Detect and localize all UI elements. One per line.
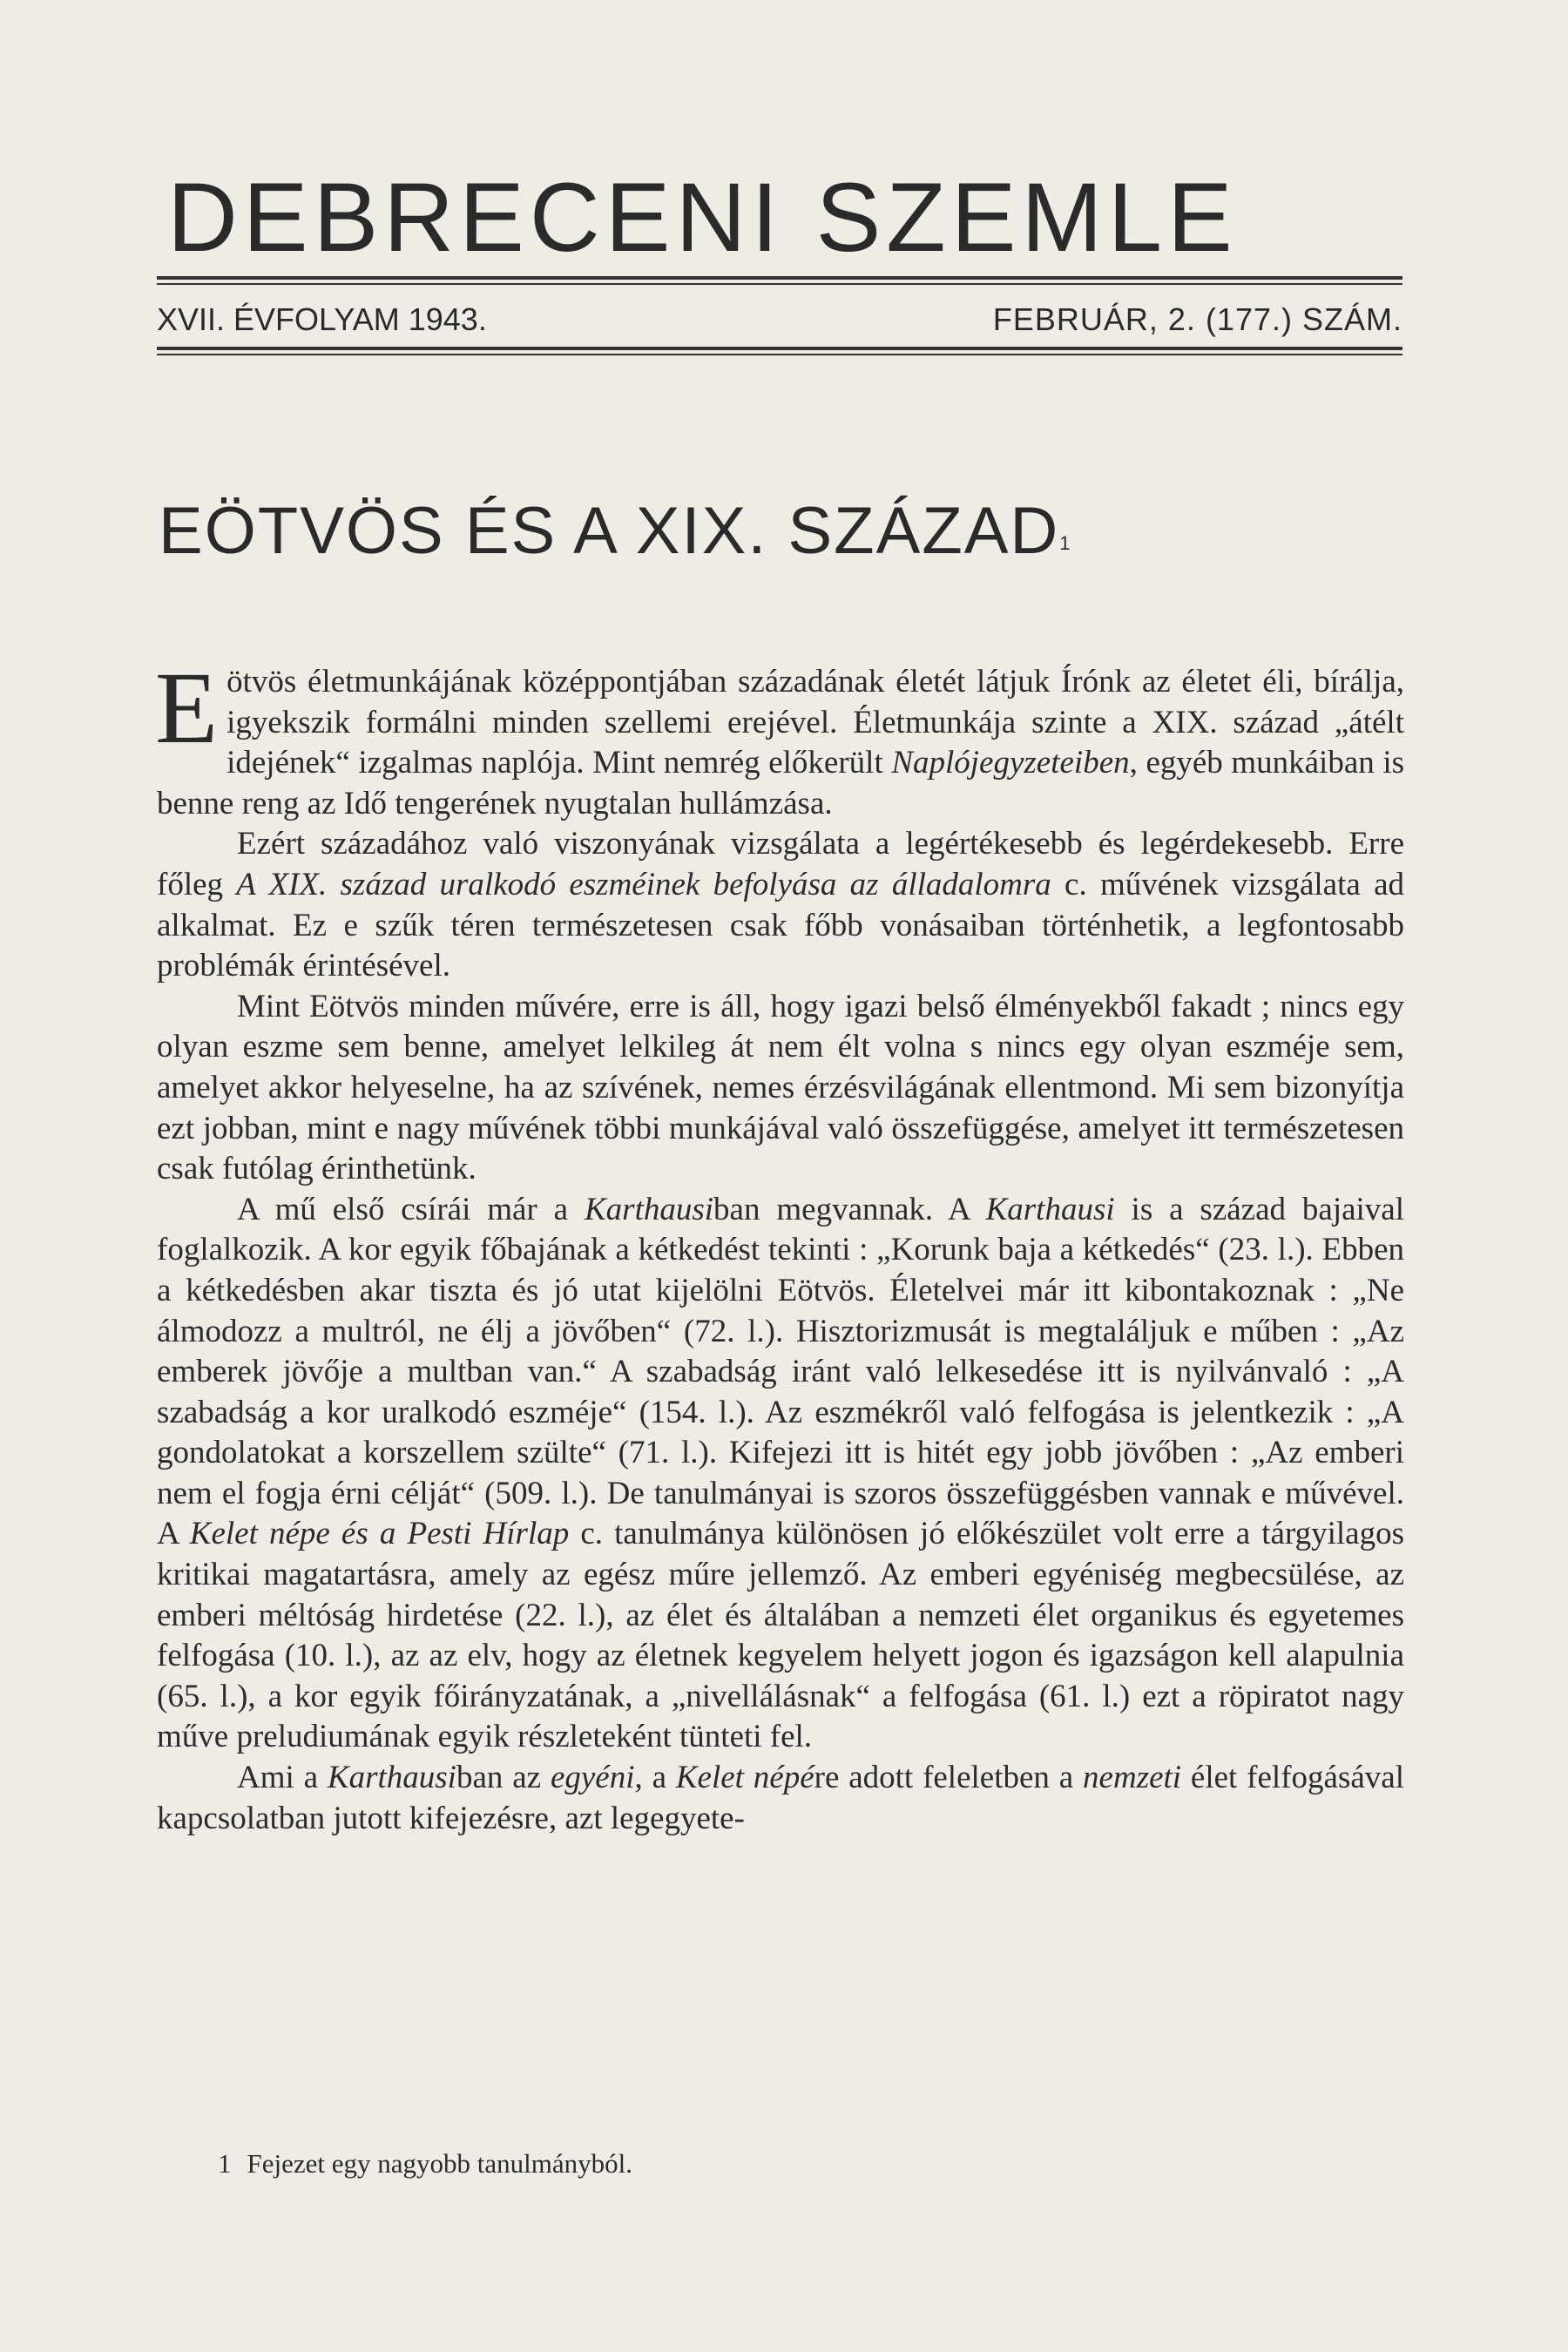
article-paragraph [157, 1190, 1404, 1758]
journal-title: DEBRECENI SZEMLE [167, 163, 1238, 272]
text-run: is a század bajaival foglalkozik. A kor egyik főbajának a kétkedést tekinti : „Korunk baja a kétkedés“ (23. l.). Ebben a kétkedésben akar tiszta és jó utat kijelölni Eötvös. Életelvei már itt kibontakoznak : „Ne álmodozz a multról, ne élj a jövőben“ (72. l.). Hisztorizmusát is megtaláljuk e műben : „Az emberek jövője a multban van.“ A szabadság iránt való lelkesedése itt is nyilvánvaló : „A szabadság a kor uralkodó eszméje“ (154. l.). Az eszmékről való felfogása is jelentkezik : „A gondolatokat a korszellem szülte“ (71. l.). Kifejezi itt is hitét egy jobb jövőben : „Az emberi nem el fogja érni célját“ (509. l.). De tanulmányai is szoros összefüggésben vannak e művével. A [157, 1191, 1405, 1552]
masthead-rule-top-thin [157, 283, 1402, 285]
text-run: Ami a [237, 1760, 328, 1796]
drop-cap: E [155, 651, 219, 765]
masthead-rule-bottom-thin [157, 354, 1402, 355]
italic-title-run: Karthausi [327, 1760, 456, 1796]
issue-date-number: FEBRUÁR, 2. (177.) SZÁM. [992, 301, 1402, 337]
article-title [159, 488, 1072, 575]
text-run: ötvös életmunkájának középpontjában századának életét látjuk Írónk az életet éli, bírálja, igyekszik formálni minden szellemi erejével. Életmunkája szinte a XIX. század „átélt idejének“ izgalmas naplója. Mint nemrég előkerült [226, 664, 1404, 781]
text-run: Ezért századához való viszonyának vizsgálata a legértékesebb és legérdekesebb. Erre főleg [157, 826, 1404, 902]
footnote-text: Fejezet egy nagyobb tanulmányból. [247, 2148, 632, 2179]
text-run: , a [634, 1760, 676, 1796]
text-run: c. művének vizsgálata ad alkalmat. Ez e szűk téren természetesen csak főbb vonásaiban történhetik, a legfontosabb problémák érintésével. [157, 866, 1404, 984]
footnote [218, 2145, 632, 2183]
text-run: A mű első csírái már a [237, 1191, 585, 1227]
italic-title-run: Kelet népé [675, 1760, 814, 1796]
footnote-mark: 1 [218, 2148, 232, 2179]
volume-year: XVII. ÉVFOLYAM 1943. [157, 301, 487, 337]
title-footnote-mark: 1 [1059, 532, 1072, 554]
italic-title-run: Naplójegyzeteiben [891, 745, 1130, 781]
masthead-rule-top [157, 276, 1402, 280]
article-title-text: EÖTVÖS ÉS A XIX. SZÁZAD [159, 494, 1060, 568]
italic-title-run: Karthausi [585, 1191, 714, 1227]
text-run: élet felfogásával kapcsolatban jutott kifejezésre, azt legegyete- [157, 1760, 1404, 1836]
italic-title-run: egyéni [550, 1760, 635, 1796]
italic-title-run: Kelet népe és a Pesti Hírlap [189, 1516, 570, 1552]
article-paragraph [155, 651, 1404, 824]
text-run: re adott feleletben a [814, 1760, 1084, 1796]
text-run: c. tanulmánya különösen jó előkészület volt erre a tárgyilagos kritikai magatartásra, amely az egész műre jellemző. Az emberi egyéniség megbecsülése, az emberi méltóság hirdetése (22. l.), az élet és általában a nemzeti élet organikus és egyetemes felfogása (10. l.), az az elv, hogy az életnek kegyelem helyett jogon és igazságon kell alapulnia (65. l.), a kor egyik főirányzatának, a „nivellálásnak“ a felfogása (61. l.) ezt a röpiratot nagy műve preludiumának egyik részleteként tünteti fel. [157, 1516, 1404, 1755]
issue-line [157, 298, 1402, 341]
text-run: , egyéb munkáiban is benne reng az Idő tengerének nyugtalan hullámzása. [157, 745, 1404, 821]
article-paragraph [157, 824, 1404, 986]
article-paragraph [157, 987, 1404, 1190]
text-run: ban az [456, 1760, 551, 1796]
article-paragraph [157, 1758, 1404, 1839]
text-run: Mint Eötvös minden művére, erre is áll, hogy igazi belső élményekből fakadt ; nincs egy olyan eszme sem benne, amelyet lelkileg át nem élt volna s nincs egy olyan eszméje sem, amelyet akkor helyeselne, ha az szívének, nemes érzésvilágának ellentmond. Mi sem bizonyítja ezt jobban, mint e nagy művének többi munkájával való összefüggése, amelyet itt természetesen csak futólag érinthetünk. [157, 988, 1404, 1187]
italic-title-run: Karthausi [985, 1191, 1115, 1227]
masthead-rule-bottom [157, 347, 1402, 350]
text-run: ban megvannak. A [713, 1191, 986, 1227]
italic-title-run: A XIX. század uralkodó eszméinek befolyása az álladalomra [236, 866, 1051, 902]
italic-title-run: nemzeti [1083, 1760, 1182, 1796]
article-body [155, 651, 1405, 1839]
